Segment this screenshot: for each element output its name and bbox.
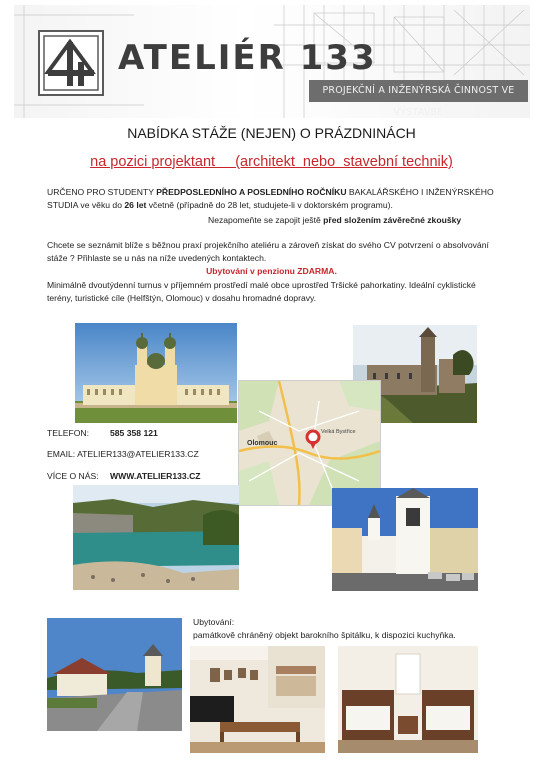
intro-reminder-bold: před složením závěrečné zkoušky	[323, 215, 462, 225]
intro-text-1: URČENO PRO STUDENTY	[47, 187, 157, 197]
intro-bold-years: PŘEDPOSLEDNÍHO A POSLEDNÍHO ROČNÍKU	[156, 187, 347, 197]
lodging-label: Ubytování:	[193, 617, 235, 627]
brand-name: ATELIÉR 133	[118, 38, 377, 78]
intro-paragraph	[47, 186, 497, 212]
paragraph-location: Minimálně dvoutýdenní turnus v příjemném prostředí malé obce uprostřed Tršické pahorkatiny. Ideální cyklistické terény, turistické cíle (Helfštýn, Olomouc) v dosahu hromadné dopravy.	[47, 280, 476, 303]
photo-bedroom	[338, 646, 478, 753]
intro-text-3: včetně (případně do 28 let, studujete-li v doktorském programu).	[146, 200, 393, 210]
website-link[interactable]: WWW.ATELIER133.CZ	[110, 471, 201, 481]
lodging-section	[193, 616, 456, 642]
intro-reminder-text: Nezapomeňte se zapojit ještě	[208, 215, 324, 225]
map-label-velka-bystrice: Velká Bystřice	[321, 429, 356, 435]
contact-email[interactable]: EMAIL: ATELIER133@ATELIER133.CZ	[47, 449, 199, 459]
page-title: NABÍDKA STÁŽE (NEJEN) O PRÁZDNINÁCH	[127, 125, 416, 141]
phone-label: TELEFON:	[47, 428, 90, 438]
more-label: VÍCE O NÁS:	[47, 471, 99, 481]
contact-phone	[47, 428, 89, 438]
accommodation-highlight: Ubytování v penzionu ZDARMA.	[206, 266, 337, 276]
map-label-olomouc: Olomouc	[247, 440, 278, 447]
photo-interior-kitchen	[190, 646, 325, 753]
intro-age: 26 let	[124, 200, 147, 210]
paragraph-cv: Chcete se seznámit blíže s běžnou praxí projekčního ateliéru a zároveň získat do svého CV potvrzení o absolvování stáže ? Přihlaste se u nás na níže uvedených kontaktech.	[47, 240, 489, 263]
intro-text-2: BAKALÁŘSKÉHO I INŽENÝRSKÉHO STUDIA ve věku do	[47, 187, 494, 210]
photo-quarry-lake	[73, 485, 239, 590]
photo-church-town	[332, 488, 478, 591]
photo-village-street	[47, 618, 182, 731]
lodging-description: památkově chráněný objekt barokního špitálku, k dispozici kuchyňka.	[193, 630, 456, 640]
position-subtitle: na pozici projektant (architekt nebo stavební technik)	[90, 154, 453, 170]
phone-number[interactable]: 585 358 121	[110, 428, 158, 438]
photo-basilica	[75, 323, 237, 423]
tagline-bar: PROJEKČNÍ A INŽENÝRSKÁ ČINNOST VE VÝSTAVBĚ	[309, 80, 528, 102]
company-logo	[38, 30, 104, 96]
logo-icon	[40, 32, 102, 94]
intro-reminder	[208, 214, 508, 227]
